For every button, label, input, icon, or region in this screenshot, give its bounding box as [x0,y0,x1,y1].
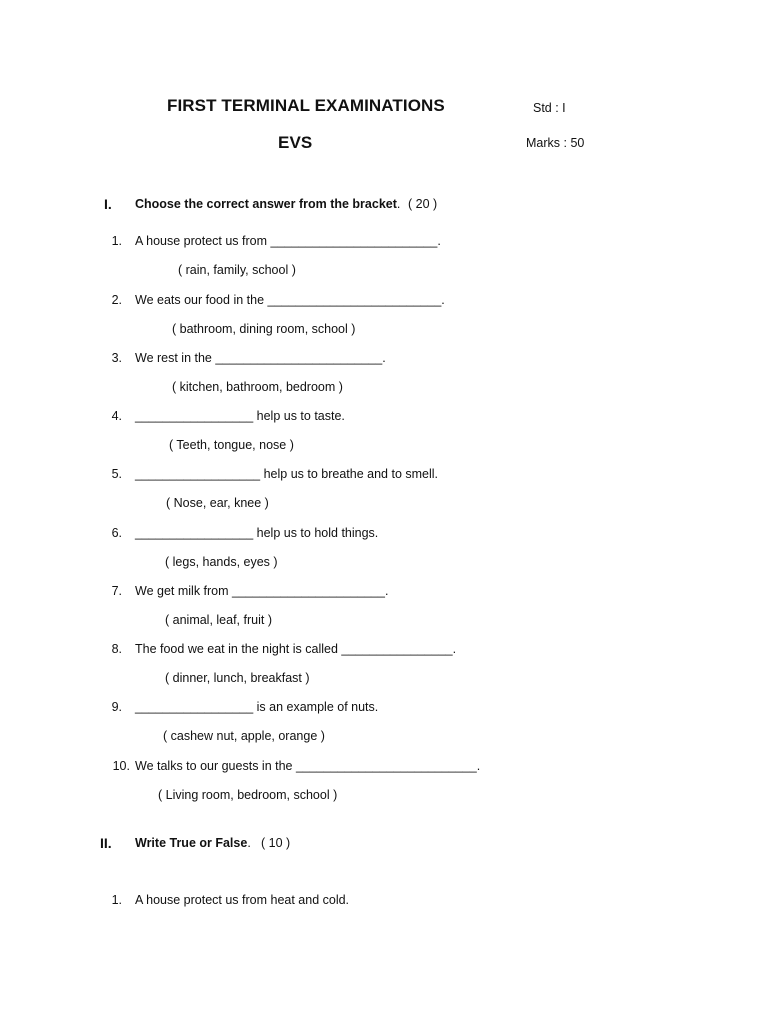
question-number: 8. [111,642,122,656]
section2-number: II. [100,835,112,851]
question-number: 3. [111,351,122,365]
marks-label: Marks : 50 [526,136,585,150]
question-10-options: ( Living room, bedroom, school ) [158,788,338,802]
question-number: 10. [112,759,130,773]
question-number: 9. [111,700,122,714]
question-number: 5. [111,467,122,481]
section2-instruction: Write True or False [135,836,248,850]
section1-number: I. [104,196,112,212]
section2-heading [135,836,251,850]
question-text: We eats our food in the _________________________. [135,293,445,307]
question-text: _________________ help us to taste. [135,409,345,423]
question-1-options: ( rain, family, school ) [178,263,296,277]
subject-title: EVS [278,133,313,152]
section1-instruction-end: . [396,197,401,211]
section1-heading [135,197,400,211]
question-number: 6. [111,526,122,540]
question-text: We get milk from ______________________. [135,584,389,598]
question-4-options: ( Teeth, tongue, nose ) [169,438,294,452]
question-text: _________________ help us to hold things. [135,526,379,540]
section1-instruction: Choose the correct answer from the bracket [135,197,397,211]
question-text: The food we eat in the night is called ________________. [135,642,457,656]
section2-marks: ( 10 ) [261,836,291,850]
question-number: 7. [111,584,122,598]
question-number: 1. [111,234,122,248]
section2-instruction-end: . [247,836,251,850]
question-text: We talks to our guests in the __________________________. [135,759,481,773]
section1-marks: ( 20 ) [408,197,438,211]
question-9-options: ( cashew nut, apple, orange ) [163,729,325,743]
question-3-options: ( kitchen, bathroom, bedroom ) [172,380,343,394]
question-text: A house protect us from ________________________. [135,234,441,248]
question-text: A house protect us from heat and cold. [135,893,350,907]
standard-label: Std : I [533,101,566,115]
question-2-options: ( bathroom, dining room, school ) [172,322,356,336]
question-5-options: ( Nose, ear, knee ) [166,496,269,510]
exam-title: FIRST TERMINAL EXAMINATIONS [167,96,445,115]
question-number: 2. [111,293,122,307]
question-number: 4. [111,409,122,423]
question-text: We rest in the ________________________. [135,351,386,365]
question-text: _________________ is an example of nuts. [135,700,379,714]
question-8-options: ( dinner, lunch, breakfast ) [165,671,310,685]
question-number: 1. [111,893,122,907]
question-text: __________________ help us to breathe and to smell. [135,467,439,481]
question-7-options: ( animal, leaf, fruit ) [165,613,272,627]
question-6-options: ( legs, hands, eyes ) [165,555,278,569]
